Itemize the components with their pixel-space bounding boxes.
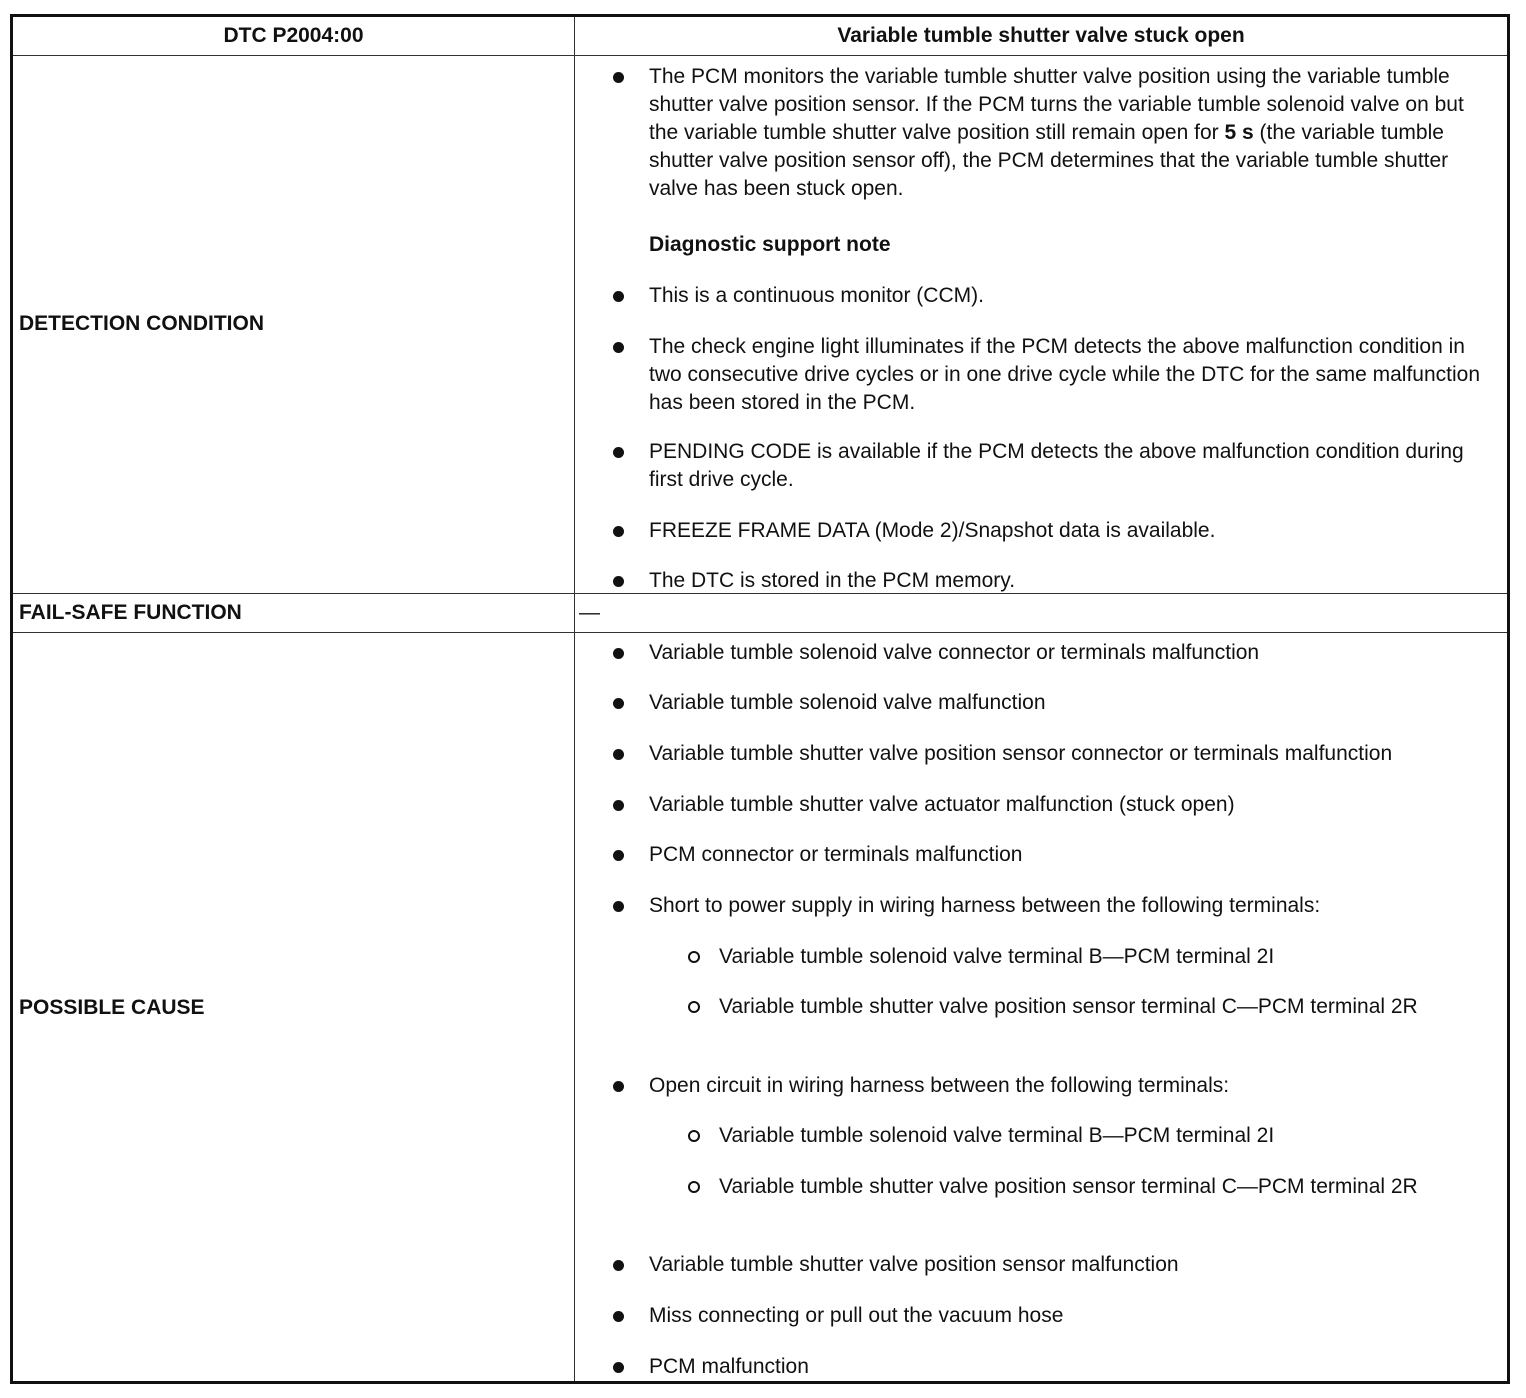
bullet-icon [613,291,624,302]
header-row [13,17,1507,56]
bullet-icon [613,342,624,353]
causes-label: POSSIBLE CAUSE [19,996,205,1019]
bullet-icon [613,648,624,659]
circle-bullet-icon [688,1001,700,1013]
detection-content: The PCM monitors the variable tumble shutter valve position using the variable tumble shutter valve position sensor. If the PCM turns the variable tumble solenoid valve on but the variable tumble shutter valve position still remain open for 5 s (the variable tumble shutter valve position sensor off), the PCM determines that the variable tumble shutter valve has been stuck open. Diagnostic support note This is a continuous monitor (CCM). The check engine light illuminates if the PCM detects the above malfunction condition in two consecutive drive cycles or in one drive cycle while the DTC for the same malfunction has been stored in the PCM. PENDING CODE is available if the PCM detects the above malfunction condition during first drive cycle. FREEZE FRAME DATA (Mode 2)/Snapshot data is available. The DTC is stored in the PCM memory. [613,63,1487,593]
bullet-icon [613,749,624,760]
bullet-icon [613,447,624,458]
detection-label: DETECTION CONDITION [19,312,264,335]
dtc-title: Variable tumble shutter valve stuck open [837,24,1245,47]
circle-bullet-icon [688,951,700,963]
bullet-icon [613,1260,624,1271]
bullet-icon [613,72,624,83]
bullet-icon [613,576,624,587]
bullet-icon [613,800,624,811]
circle-bullet-icon [688,1181,700,1193]
bullet-icon [613,698,624,709]
failsafe-row [13,594,1507,633]
causes-content: Variable tumble solenoid valve connector or terminals malfunction Variable tumble solenoid valve malfunction Variable tumble shutter valve position sensor connector or terminals malfunction Variable tumble shutter valve actuator malfunction (stuck open) PCM connector or terminals malfunction Short to power supply in wiring harness between the following terminals: Variable tumble solenoid valve terminal B—PCM terminal 2I Variable tumble shutter valve position sensor terminal C—PCM terminal 2R Open circuit in wiring harness between the following terminals: Variable tumble solenoid valve terminal B—PCM terminal 2I Variable tumble shutter valve position sensor terminal C—PCM terminal 2R Variable tumble shutter valve position sensor malfunction Miss connecting or pull out the vacuum hose PCM malfunction [613,639,1487,1379]
bullet-icon [613,1311,624,1322]
bullet-icon [613,901,624,912]
bullet-icon [613,526,624,537]
circle-bullet-icon [688,1130,700,1142]
bullet-icon [613,850,624,861]
diagnostic-note-heading: Diagnostic support note [649,233,891,256]
monitor-text: The PCM monitors the variable tumble shutter valve position using the variable tumble shutter valve position sensor. If the PCM turns the variable tumble solenoid valve on but the variable tumble shutter valve position still remain open for 5 s (the variable tumble shutter valve position sensor off), the PCM determines that the variable tumble shutter valve has been stuck open. [649,65,1464,200]
failsafe-label: FAIL-SAFE FUNCTION [19,601,242,624]
detection-row [13,56,1507,594]
bullet-icon [613,1081,624,1092]
failsafe-value: — [579,601,600,624]
bullet-icon [613,1362,624,1373]
dtc-code: DTC P2004:00 [223,24,364,47]
dtc-table [10,14,1510,1384]
causes-row [13,633,1507,1384]
